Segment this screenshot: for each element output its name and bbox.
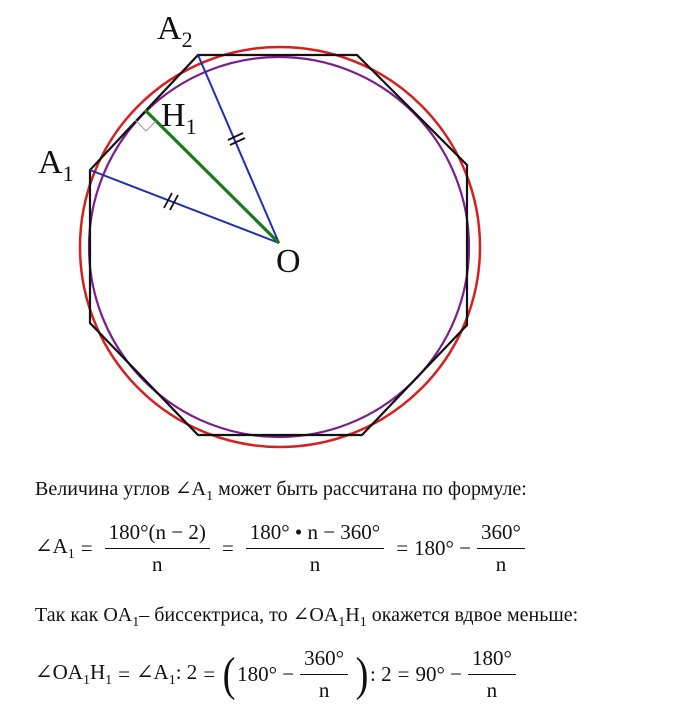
formula-angle-a1: $\angle A_1$ = $\frac{180^\circ(n - 2)}{n}$ = $\frac{180^\circ • n - 360^\circ}{n}$ = 180° − $\frac{360^\circ}{n}$	[35, 520, 531, 577]
left-paren: (	[222, 647, 236, 701]
label-a2: $A_2$	[157, 10, 193, 52]
formula1-lhs: $\angle A_1$	[35, 533, 75, 563]
formula-angle-oa1h1: $\angle OA_1H_1$ = $\angle A_1$: 2 = ( 180° − $\frac{360^\circ}{n}$ ) : 2 = 90° − $\frac{180^\circ}{n}$	[35, 646, 522, 703]
right-angle-mark	[135, 120, 156, 131]
formula2-fraction-1: $\frac{360^\circ}{n}$	[300, 646, 348, 703]
right-paren: )	[355, 647, 369, 701]
label-a1: $A_1$	[38, 144, 74, 186]
explanation-line-1: Величина углов $\angle A_1$ может быть рассчитана по формуле:	[35, 478, 527, 504]
label-o: O	[276, 243, 301, 280]
formula1-fraction-1: $\frac{180^\circ(n - 2)}{n}$	[105, 520, 210, 577]
formula2-lhs: $\angle OA_1H_1$	[35, 659, 113, 689]
radius-oa1	[90, 170, 279, 243]
label-h1: $H_1$	[161, 97, 197, 139]
formula2-fraction-2: $\frac{180^\circ}{n}$	[468, 646, 516, 703]
formula1-fraction-3: $\frac{360^\circ}{n}$	[477, 520, 525, 577]
formula1-fraction-2: $\frac{180^\circ • n - 360^\circ}{n}$	[246, 520, 385, 577]
explanation-line-2: Так как $OA_1-$ биссектриса, то $\angle OA_1H_1$ окажется вдвое меньше:	[35, 604, 579, 630]
radius-oa2	[198, 55, 279, 243]
